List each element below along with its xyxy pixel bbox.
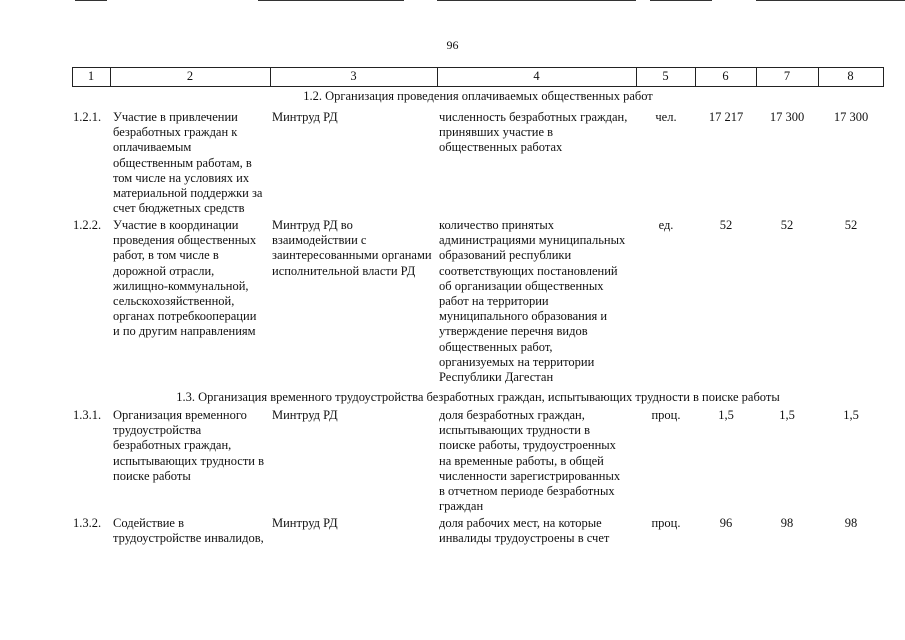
indicator-cell: [439, 218, 625, 385]
indicator-line: граждан: [439, 499, 484, 514]
activity-line: безработных граждан к: [113, 125, 238, 140]
activity-line: поиске работы: [113, 468, 191, 483]
activity-line: дорожной отрасли,: [113, 263, 215, 278]
section-heading-1-3: 1.3. Организация временного трудоустройства безработных граждан, испытывающих трудности в поиске работы: [176, 390, 780, 404]
unit-cell: проц.: [651, 516, 681, 530]
indicator-line: муниципального образования и: [439, 309, 608, 324]
executor-line: заинтересованными органами: [272, 248, 432, 263]
indicator-line: об организации общественных: [439, 278, 604, 293]
activity-line: проведения общественных: [113, 233, 257, 248]
column-number-2: 2: [186, 69, 194, 83]
top-rule: [258, 0, 404, 1]
executor-line: Минтруд РД: [272, 408, 338, 422]
value-col8: 17 300: [833, 110, 869, 124]
row-number: 1.2.2.: [73, 218, 102, 232]
executor-cell: [272, 408, 338, 423]
unit-cell: чел.: [655, 110, 677, 124]
indicator-line: поиске работы, трудоустроенных: [439, 438, 616, 453]
activity-cell: [113, 516, 264, 546]
indicator-line: инвалиды трудоустроены в счет: [439, 531, 610, 546]
indicator-line: общественных работах: [439, 140, 563, 155]
executor-line: взаимодействии с: [272, 233, 367, 248]
value-col7: 98: [780, 516, 794, 530]
executor-cell: [272, 218, 432, 279]
row-number: 1.3.2.: [73, 516, 102, 530]
executor-line: исполнительной власти РД: [272, 263, 416, 278]
activity-line: оплачиваемым: [113, 140, 192, 155]
activity-line: органах потребкооперации: [113, 309, 257, 324]
activity-line: Участие в привлечении: [113, 110, 238, 124]
executor-line: Минтруд РД: [272, 110, 338, 124]
activity-line: общественным работам, в: [113, 155, 252, 170]
value-col8: 98: [844, 516, 858, 530]
indicator-line: работ на территории: [439, 294, 549, 309]
activity-line: материальной поддержки за: [113, 186, 263, 201]
indicator-line: общественных работ,: [439, 339, 553, 354]
indicator-cell: [439, 110, 627, 156]
column-number-7: 7: [783, 69, 791, 83]
indicator-line: организуемых на территории: [439, 354, 595, 369]
indicator-line: испытывающих трудности в: [439, 423, 591, 438]
activity-line: том числе на условиях их: [113, 170, 250, 185]
column-divider: [883, 67, 884, 86]
activity-line: счет бюджетных средств: [113, 201, 245, 216]
value-col6: 96: [719, 516, 733, 530]
executor-line: Минтруд РД: [272, 516, 338, 530]
activity-line: сельскохозяйственной,: [113, 294, 235, 309]
indicator-line: доля рабочих мест, на которые: [439, 516, 602, 530]
indicator-line: образований республики: [439, 248, 572, 263]
value-col6: 1,5: [718, 408, 734, 422]
activity-line: жилищно-коммунальной,: [113, 278, 249, 293]
indicator-cell: [439, 408, 620, 514]
row-number: 1.2.1.: [73, 110, 102, 124]
value-col8: 52: [844, 218, 858, 232]
executor-line: Минтруд РД во: [272, 218, 353, 232]
top-rule: [756, 0, 905, 1]
activity-line: Организация временного: [113, 408, 247, 422]
activity-cell: [113, 218, 256, 340]
column-number-6: 6: [722, 69, 729, 83]
value-col6: 52: [719, 218, 733, 232]
activity-line: безработных граждан,: [113, 438, 232, 453]
table-header-top-border: [72, 67, 884, 68]
value-col8: 1,5: [843, 408, 859, 422]
top-rule: [437, 0, 636, 1]
indicator-line: количество принятых: [439, 218, 554, 232]
table-header-bottom-border: [72, 86, 884, 87]
indicator-line: доля безработных граждан,: [439, 408, 585, 422]
column-number-3: 3: [350, 69, 357, 83]
top-rule: [650, 0, 712, 1]
indicator-cell: [439, 516, 609, 546]
value-col7: 52: [780, 218, 794, 232]
indicator-line: на временные работы, в общей: [439, 453, 604, 468]
indicator-line: численности зарегистрированных: [439, 468, 621, 483]
column-number-4: 4: [533, 69, 540, 83]
indicator-line: администрациями муниципальных: [439, 233, 626, 248]
value-col7: 1,5: [779, 408, 795, 422]
value-col6: 17 217: [708, 110, 744, 124]
column-number-8: 8: [847, 69, 854, 83]
indicator-line: в отчетном периоде безработных: [439, 484, 615, 499]
indicator-line: утверждение перечня видов: [439, 324, 588, 339]
section-heading-1-2: 1.2. Организация проведения оплачиваемых общественных работ: [303, 89, 653, 103]
row-number: 1.3.1.: [73, 408, 102, 422]
executor-cell: [272, 110, 338, 125]
unit-cell: проц.: [651, 408, 681, 422]
activity-cell: [113, 110, 262, 216]
activity-line: трудоустройстве инвалидов,: [113, 531, 264, 546]
activity-line: трудоустройства: [113, 423, 202, 438]
top-rule: [75, 0, 107, 1]
activity-line: испытывающих трудности в: [113, 453, 265, 468]
indicator-line: принявших участие в: [439, 125, 554, 140]
value-col7: 17 300: [769, 110, 805, 124]
column-number-5: 5: [662, 69, 669, 83]
activity-line: Содействие в: [113, 516, 185, 530]
activity-cell: [113, 408, 264, 484]
activity-line: работ, в том числе в: [113, 248, 219, 263]
executor-cell: [272, 516, 338, 531]
indicator-line: Республики Дагестан: [439, 370, 554, 385]
activity-line: Участие в координации: [113, 218, 239, 232]
activity-line: и по другим направлениям: [113, 324, 256, 339]
indicator-line: соответствующих постановлений: [439, 263, 618, 278]
indicator-line: численность безработных граждан,: [439, 110, 628, 124]
page-number: 96: [446, 38, 459, 52]
column-number-1: 1: [87, 69, 95, 83]
unit-cell: ед.: [658, 218, 674, 232]
